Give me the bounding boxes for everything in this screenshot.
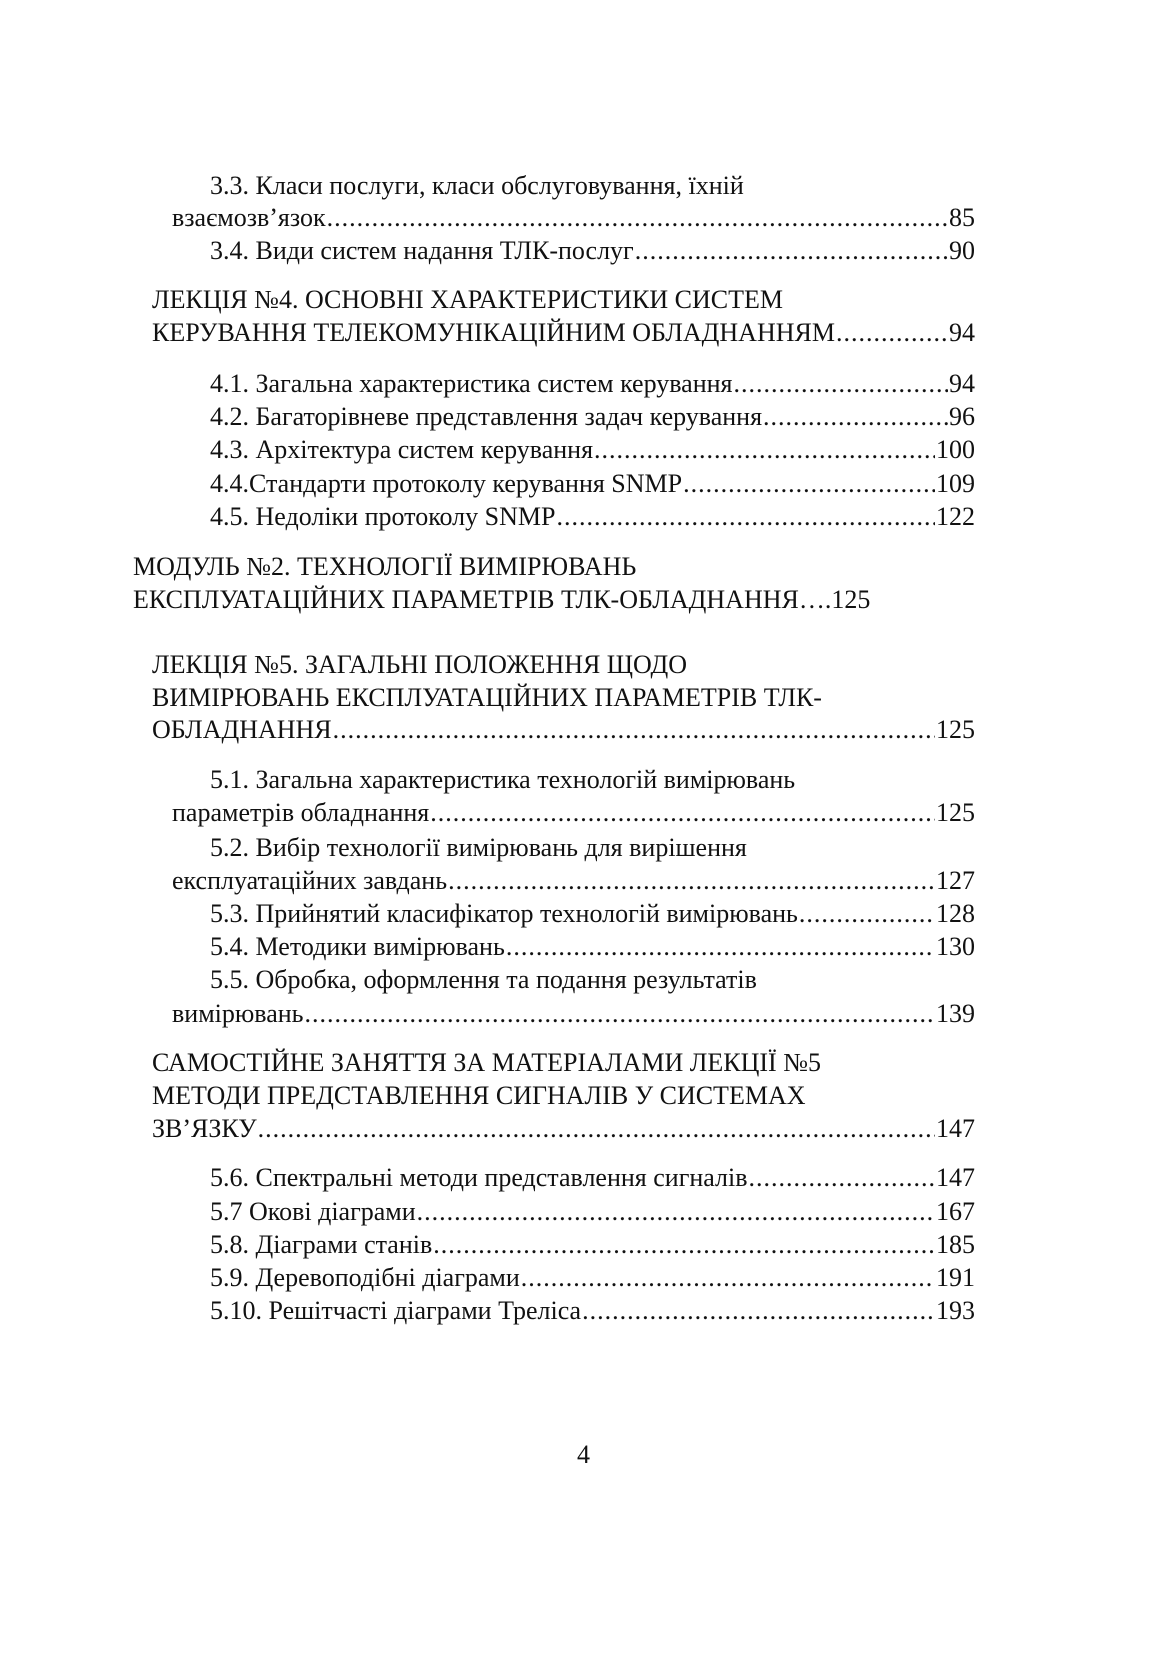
toc-entry-3-3-line1: 3.3. Класи послуги, класи обслуговування, їхній xyxy=(210,171,744,200)
toc-entry-5-4 xyxy=(210,930,975,963)
toc-entry-5-2 xyxy=(172,864,975,897)
toc-entry-5-8 xyxy=(210,1228,975,1261)
toc-page: 109 xyxy=(936,469,975,498)
toc-entry-5-2-line1: 5.2. Вибір технології вимірювань для вирішення xyxy=(210,833,747,862)
toc-entry-5-3 xyxy=(210,897,975,930)
toc-lecture-5-line2: ВИМІРЮВАНЬ ЕКСПЛУАТАЦІЙНИХ ПАРАМЕТРІВ ТЛК- xyxy=(152,683,822,712)
toc-text: параметрів обладнання xyxy=(172,798,430,827)
leader-dots xyxy=(333,713,935,746)
toc-self-study-line2: МЕТОДИ ПРЕДСТАВЛЕННЯ СИГНАЛІВ У СИСТЕМАХ xyxy=(152,1081,806,1110)
leader-dots xyxy=(430,796,935,829)
toc-entry-5-5 xyxy=(172,997,975,1030)
toc-entry-3-3 xyxy=(172,201,975,234)
toc-text: 5.6. Спектральні методи представлення сигналів xyxy=(210,1163,748,1192)
toc-page: 125 xyxy=(936,798,975,827)
toc-text: 4.5. Недоліки протоколу SNMP xyxy=(210,502,556,531)
leader-dots xyxy=(506,930,935,963)
toc-text: КЕРУВАННЯ ТЕЛЕКОМУНІКАЦІЙНИМ ОБЛАДНАННЯМ xyxy=(152,318,835,347)
toc-text: 4.4.Стандарти протоколу керування SNMP xyxy=(210,469,683,498)
toc-text: 5.3. Прийнятий класифікатор технологій вимірювань xyxy=(210,899,798,928)
leader-dots xyxy=(683,467,935,500)
toc-text: 3.4. Види систем надання ТЛК-послуг xyxy=(210,236,634,265)
toc-entry-5-1-line1: 5.1. Загальна характеристика технологій вимірювань xyxy=(210,765,796,794)
toc-entry-4-3 xyxy=(210,433,975,466)
leader-dots xyxy=(521,1261,935,1294)
toc-module-2-line1: МОДУЛЬ №2. ТЕХНОЛОГІЇ ВИМІРЮВАНЬ xyxy=(133,552,637,581)
toc-text: вимірювань xyxy=(172,999,304,1028)
toc-entry-5-1 xyxy=(172,796,975,829)
toc-page: 100 xyxy=(936,435,975,464)
leader-dots xyxy=(734,367,948,400)
toc-text: 5.10. Решітчасті діаграми Треліса xyxy=(210,1296,582,1325)
toc-lecture-4-line1: ЛЕКЦІЯ №4. ОСНОВНІ ХАРАКТЕРИСТИКИ СИСТЕМ xyxy=(152,285,783,314)
leader-dots xyxy=(799,897,935,930)
toc-lecture-4 xyxy=(152,316,975,349)
leader-dots xyxy=(763,400,948,433)
toc-page: 185 xyxy=(936,1230,975,1259)
toc-module-2 xyxy=(133,583,975,616)
leader-dots xyxy=(417,1195,935,1228)
toc-text: 5.7 Окові діаграми xyxy=(210,1197,416,1226)
leader-dots xyxy=(448,864,935,897)
leader-dots xyxy=(635,234,948,267)
toc-text: 5.8. Діаграми станів xyxy=(210,1230,433,1259)
toc-page: 90 xyxy=(949,236,975,265)
toc-text: взаємозв’язок xyxy=(172,203,326,232)
toc-text: 5.9. Деревоподібні діаграми xyxy=(210,1263,520,1292)
toc-page: 96 xyxy=(949,402,975,431)
toc-page: 167 xyxy=(936,1197,975,1226)
toc-text: ОБЛАДНАННЯ xyxy=(152,715,332,744)
toc-entry-4-5 xyxy=(210,500,975,533)
leader-dots xyxy=(327,201,948,234)
leader-dots xyxy=(433,1228,935,1261)
toc-entry-4-4 xyxy=(210,467,975,500)
toc-entry-5-10 xyxy=(210,1294,975,1327)
leader-dots xyxy=(749,1161,935,1194)
toc-page: 191 xyxy=(936,1263,975,1292)
leader-dots xyxy=(305,997,935,1030)
toc-page: 125 xyxy=(831,585,871,614)
toc-page: 193 xyxy=(936,1296,975,1325)
toc-entry-5-5-line1: 5.5. Обробка, оформлення та подання результатів xyxy=(210,965,757,994)
toc-page: 128 xyxy=(936,899,975,928)
toc-page: 139 xyxy=(936,999,975,1028)
toc-lecture-5-line1: ЛЕКЦІЯ №5. ЗАГАЛЬНІ ПОЛОЖЕННЯ ЩОДО xyxy=(152,650,688,679)
toc-entry-4-2 xyxy=(210,400,975,433)
toc-page: 85 xyxy=(949,203,975,232)
toc-self-study-line1: САМОСТІЙНЕ ЗАНЯТТЯ ЗА МАТЕРІАЛАМИ ЛЕКЦІЇ №5 xyxy=(152,1048,822,1077)
toc-entry-5-9 xyxy=(210,1261,975,1294)
toc-entry-5-6 xyxy=(210,1161,975,1194)
toc-text: 5.4. Методики вимірювань xyxy=(210,932,505,961)
toc-text: 4.3. Архітектура систем керування xyxy=(210,435,594,464)
toc-entry-5-7 xyxy=(210,1195,975,1228)
toc-text: експлуатаційних завдань xyxy=(172,866,448,895)
toc-page: 147 xyxy=(936,1163,975,1192)
toc-lecture-5 xyxy=(152,713,975,746)
toc-page: 127 xyxy=(936,866,975,895)
toc-page: 125 xyxy=(936,715,975,744)
page-number: 4 xyxy=(577,1440,590,1469)
toc-page: 122 xyxy=(936,502,975,531)
toc-text: ЕКСПЛУАТАЦІЙНИХ ПАРАМЕТРІВ ТЛК-ОБЛАДНАННЯ…. xyxy=(133,585,832,614)
leader-dots xyxy=(836,316,948,349)
toc-page: 130 xyxy=(936,932,975,961)
leader-dots xyxy=(582,1294,935,1327)
leader-dots xyxy=(556,500,935,533)
toc-entry-4-1 xyxy=(210,367,975,400)
toc-text: ЗВ’ЯЗКУ xyxy=(152,1114,257,1143)
toc-page: 94 xyxy=(949,318,975,347)
leader-dots xyxy=(594,433,935,466)
toc-entry-3-4 xyxy=(210,234,975,267)
toc-text: 4.2. Багаторівневе представлення задач керування xyxy=(210,402,763,431)
toc-page: 94 xyxy=(949,369,975,398)
toc-self-study xyxy=(152,1112,975,1145)
leader-dots xyxy=(258,1112,935,1145)
toc-text: 4.1. Загальна характеристика систем керування xyxy=(210,369,733,398)
toc-page: 147 xyxy=(936,1114,975,1143)
